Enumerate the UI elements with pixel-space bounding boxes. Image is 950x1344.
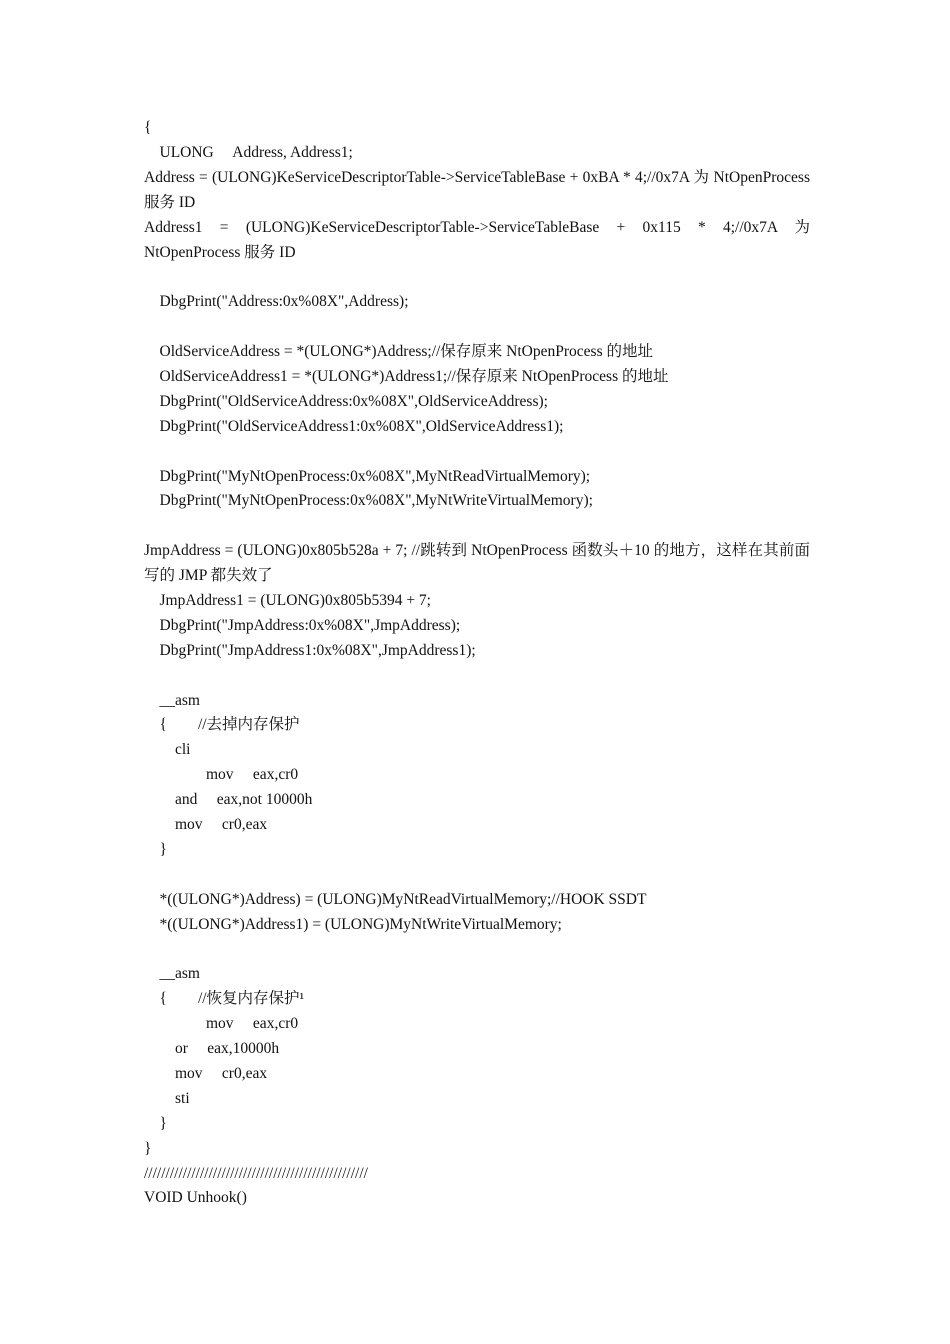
code-line: JmpAddress = (ULONG)0x805b528a + 7; //跳转到 NtOpenProcess 函数头＋10 的地方，这样在其前面写的 JMP 都失效了 (144, 542, 810, 585)
code-line: { (144, 119, 152, 136)
code-line: DbgPrint("OldServiceAddress:0x%08X",OldServiceAddress); (144, 392, 548, 410)
blank-line (144, 863, 810, 888)
code-line: __asm (144, 965, 200, 983)
code-line: mov cr0,eax (144, 816, 268, 834)
code-listing (144, 116, 810, 1211)
code-line: Address = (ULONG)KeServiceDescriptorTable->ServiceTableBase + 0xBA * 4;//0x7A 为 NtOpenProcess 服务 ID (144, 168, 810, 211)
blank-line (144, 440, 810, 465)
code-line: DbgPrint("OldServiceAddress1:0x%08X",OldServiceAddress1); (144, 417, 564, 435)
code-line: sti (144, 1089, 190, 1107)
blank-line (144, 514, 810, 539)
code-line: DbgPrint("MyNtOpenProcess:0x%08X",MyNtReadVirtualMemory); (144, 467, 591, 485)
code-line: and eax,not 10000h (144, 791, 313, 809)
code-line: OldServiceAddress = *(ULONG*)Address;//保存原来 NtOpenProcess 的地址 (144, 343, 653, 361)
code-line: cli (144, 741, 191, 759)
code-line: JmpAddress1 = (ULONG)0x805b5394 + 7; (144, 592, 431, 610)
code-line: OldServiceAddress1 = *(ULONG*)Address1;//保存原来 NtOpenProcess 的地址 (144, 367, 669, 385)
code-line: DbgPrint("JmpAddress1:0x%08X",JmpAddress1); (144, 641, 476, 659)
blank-line (144, 937, 810, 962)
blank-line (144, 664, 810, 689)
code-line: DbgPrint("Address:0x%08X",Address); (144, 293, 409, 311)
code-line: } (144, 840, 167, 858)
code-line: } (144, 1139, 152, 1157)
code-line: *((ULONG*)Address1) = (ULONG)MyNtWriteVirtualMemory; (144, 915, 562, 933)
code-line: __asm (144, 691, 200, 709)
blank-line (144, 265, 810, 290)
separator-line: //////////////////////////////////////////////////// (144, 1164, 368, 1182)
code-line: DbgPrint("MyNtOpenProcess:0x%08X",MyNtWriteVirtualMemory); (144, 492, 593, 510)
code-line: *((ULONG*)Address) = (ULONG)MyNtReadVirtualMemory;//HOOK SSDT (144, 890, 647, 908)
code-line: mov eax,cr0 (144, 1015, 299, 1033)
code-line: DbgPrint("JmpAddress:0x%08X",JmpAddress); (144, 616, 461, 634)
code-line: { //恢复内存保护¹ (144, 990, 305, 1008)
code-line: or eax,10000h (144, 1040, 280, 1058)
code-line: Address1 = (ULONG)KeServiceDescriptorTable->ServiceTableBase + 0x115 * 4;//0x7A 为 NtOpenProcess 服务 ID (144, 218, 810, 261)
code-line: mov cr0,eax (144, 1064, 268, 1082)
code-line: mov eax,cr0 (144, 766, 299, 784)
code-line: ULONG Address, Address1; (144, 143, 353, 161)
blank-line (144, 315, 810, 340)
code-line: } (144, 1114, 167, 1132)
code-line: { //去掉内存保护 (144, 716, 300, 734)
code-line: VOID Unhook() (144, 1189, 247, 1207)
